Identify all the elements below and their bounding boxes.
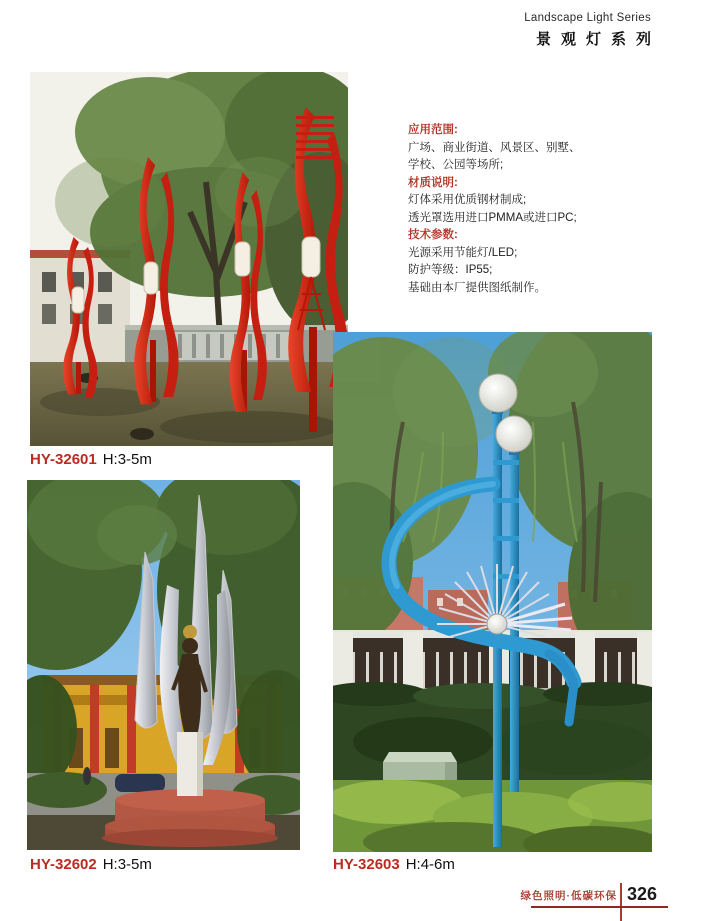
product-height: H:4-6m — [405, 856, 455, 873]
footer-vertical-rule — [620, 883, 622, 921]
product-photo-hy-32601 — [30, 72, 348, 446]
spec-block — [408, 122, 618, 297]
series-title-chinese: 景观灯系列 — [535, 32, 661, 48]
spec-line: 防护等级：IP55; — [408, 264, 493, 276]
spec-heading-technical: 技术参数: — [408, 229, 458, 241]
page-header — [524, 12, 661, 49]
spec-line: 广场、商业街道、风景区、别墅、 — [408, 141, 581, 154]
page-number: 326 — [627, 884, 658, 904]
spec-line: 光源采用节能灯/LED; — [408, 246, 518, 259]
spec-line: 灯体采用优质钢材制成; — [408, 194, 527, 206]
product-label — [30, 451, 152, 468]
steel-sculpture-illustration — [27, 480, 300, 850]
product-code: HY-32601 — [30, 451, 97, 468]
product-code: HY-32603 — [333, 856, 400, 873]
product-photo-hy-32602 — [27, 480, 300, 850]
product-label — [333, 856, 455, 873]
spec-heading-application: 应用范围: — [408, 124, 458, 136]
blue-lamp-sculpture-illustration — [333, 332, 652, 852]
product-code: HY-32602 — [30, 856, 97, 873]
red-flame-lamps-illustration — [30, 72, 348, 446]
product-height: H:3-5m — [102, 451, 152, 468]
product-height: H:3-5m — [102, 856, 152, 873]
spec-line: 透光罩选用进口PMMA或进口PC; — [408, 211, 577, 224]
series-title-english: Landscape Light Series — [524, 12, 651, 24]
spec-line: 学校、公园等场所; — [408, 159, 504, 171]
product-label — [30, 856, 152, 873]
product-photo-hy-32603 — [333, 332, 652, 852]
footer-slogan: 绿色照明·低碳环保 — [520, 890, 617, 902]
spec-heading-material: 材质说明: — [408, 176, 458, 189]
spec-line: 基础由本厂提供图纸制作。 — [408, 281, 546, 294]
footer-horizontal-rule — [531, 906, 668, 908]
